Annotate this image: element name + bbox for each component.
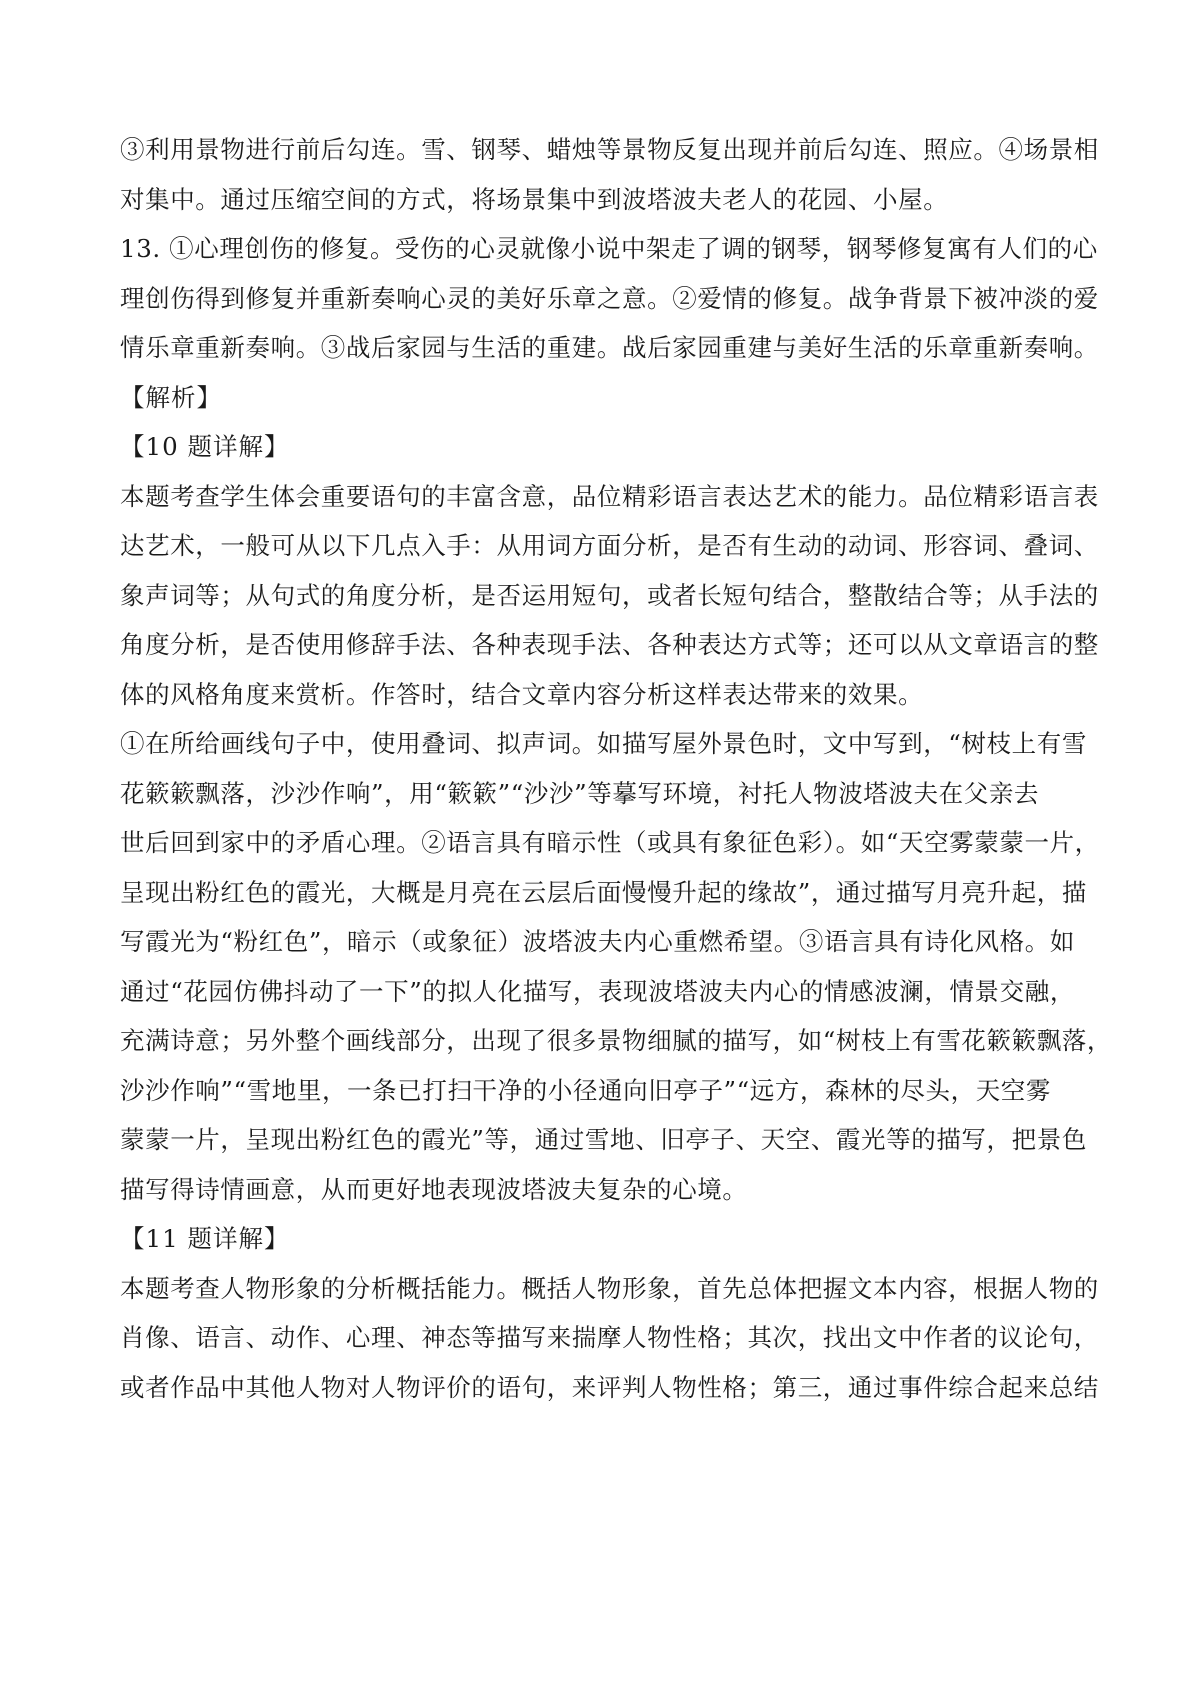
text-line-1: ③利用景物进行前后勾连。雪、钢琴、蜡烛等景物反复出现并前后勾连、照应。④场景相 [120, 135, 1099, 164]
text-line-13: ①在所给画线句子中，使用叠词、拟声词。如描写屋外景色时，文中写到，“树枝上有雪 [120, 729, 1087, 758]
text-line-11: 角度分析，是否使用修辞手法、各种表现手法、各种表达方式等；还可以从文章语言的整 [120, 630, 1099, 659]
text-line-12: 体的风格角度来赏析。作答时，结合文章内容分析这样表达带来的效果。 [120, 679, 924, 709]
text-line-14: 花簌簌飘落，沙沙作响”，用“簌簌”“沙沙”等摹写环境，衬托人物波塔波夫在父亲去 [120, 778, 1040, 808]
text-line-22: 描写得诗情画意，从而更好地表现波塔波夫复杂的心境。 [120, 1174, 748, 1204]
text-line-16: 呈现出粉红色的霞光，大概是月亮在云层后面慢慢升起的缘故”，通过描写月亮升起，描 [120, 877, 1087, 907]
text-line-4: 理创伤得到修复并重新奏响心灵的美好乐章之意。②爱情的修复。战争背景下被冲淡的爱 [120, 283, 1099, 313]
text-line-3: 13. ①心理创伤的修复。受伤的心灵就像小说中架走了调的钢琴，钢琴修复寓有人们的心 [120, 234, 1098, 263]
text-line-2: 对集中。通过压缩空间的方式，将场景集中到波塔波夫老人的花园、小屋。 [120, 184, 949, 214]
text-line-17: 写霞光为“粉红色”，暗示（或象征）波塔波夫内心重燃希望。③语言具有诗化风格。如 [120, 927, 1075, 956]
section-heading-q10: 【10 题详解】 [120, 432, 290, 461]
text-line-26: 或者作品中其他人物对人物评价的语句，来评判人物性格；第三，通过事件综合起来总结 [120, 1372, 1099, 1402]
section-heading-q11: 【11 题详解】 [120, 1224, 290, 1253]
text-line-9: 达艺术，一般可从以下几点入手：从用词方面分析，是否有生动的动词、形容词、叠词、 [120, 531, 1099, 560]
text-line-24: 本题考查人物形象的分析概括能力。概括人物形象，首先总体把握文本内容，根据人物的 [120, 1273, 1099, 1303]
text-line-15: 世后回到家中的矛盾心理。②语言具有暗示性（或具有象征色彩）。如“天空雾蒙蒙一片， [120, 828, 1100, 857]
text-line-20: 沙沙作响”“雪地里，一条已打扫干净的小径通向旧亭子”“远方，森林的尽头，天空雾 [120, 1075, 1051, 1105]
text-line-19: 充满诗意；另外整个画线部分，出现了很多景物细腻的描写，如“树枝上有雪花簌簌飘落， [120, 1026, 1113, 1055]
text-line-25: 肖像、语言、动作、心理、神态等描写来揣摩人物性格；其次，找出文中作者的议论句， [120, 1323, 1099, 1352]
text-line-18: 通过“花园仿佛抖动了一下”的拟人化描写，表现波塔波夫内心的情感波澜，情景交融， [120, 976, 1075, 1006]
section-heading-analysis: 【解析】 [120, 382, 222, 412]
text-line-10: 象声词等；从句式的角度分析，是否运用短句，或者长短句结合，整散结合等；从手法的 [120, 580, 1099, 610]
text-line-5: 情乐章重新奏响。③战后家园与生活的重建。战后家园重建与美好生活的乐章重新奏响。 [120, 333, 1099, 362]
text-line-21: 蒙蒙一片，呈现出粉红色的霞光”等，通过雪地、旧亭子、天空、霞光等的描写，把景色 [120, 1125, 1087, 1154]
document-page [120, 125, 1113, 1412]
text-line-8: 本题考查学生体会重要语句的丰富含意，品位精彩语言表达艺术的能力。品位精彩语言表 [120, 481, 1099, 511]
